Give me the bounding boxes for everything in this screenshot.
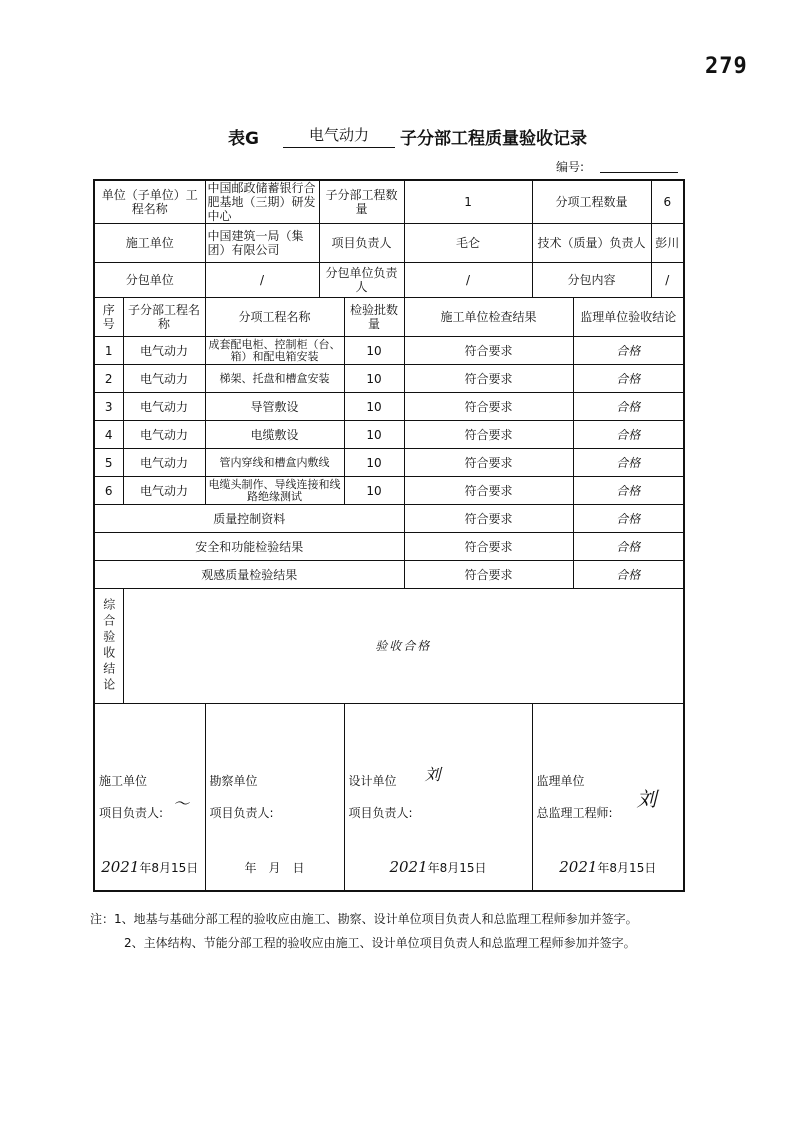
table-row (94, 393, 684, 421)
summary-verdict: 合格 (573, 505, 684, 533)
row-verdict: 合格 (573, 477, 684, 505)
signature-date-rest: 年 月 日 (244, 861, 305, 875)
signature-date-year: 2021 (559, 858, 598, 876)
signature-date (533, 860, 684, 875)
row-count: 10 (344, 365, 404, 393)
row-no: 4 (94, 421, 123, 449)
col-header-no: 序号 (94, 298, 123, 337)
signature-date (95, 860, 205, 875)
row-sub: 电气动力 (123, 393, 205, 421)
row-check: 符合要求 (404, 449, 573, 477)
sub-content-label: 分包内容 (532, 263, 651, 298)
subcontractor-value: / (205, 263, 319, 298)
summary-label: 质量控制资料 (94, 505, 404, 533)
row-item: 导管敷设 (205, 393, 344, 421)
summary-row (94, 505, 684, 533)
signature-date-rest: 年8月15日 (427, 861, 487, 875)
pm-label: 项目负责人 (319, 224, 404, 263)
col-header-check: 施工单位检查结果 (404, 298, 573, 337)
col-header-count: 检验批数量 (344, 298, 404, 337)
tech-value: 彭川 (651, 224, 684, 263)
row-sub: 电气动力 (123, 421, 205, 449)
table-row (94, 477, 684, 505)
summary-check: 符合要求 (404, 561, 573, 589)
column-header-row (94, 298, 684, 337)
serial-label: 编号: (556, 160, 585, 174)
conclusion-row (94, 589, 684, 704)
row-count: 10 (344, 393, 404, 421)
title-subsection: 电气动力 (283, 124, 395, 148)
row-no: 6 (94, 477, 123, 505)
signature-row (94, 704, 684, 892)
note-1: 注：1、地基与基础分部工程的验收应由施工、勘察、设计单位项目负责人和总监理工程师参加并签字。 (90, 912, 638, 926)
signature-date-year: 2021 (389, 858, 428, 876)
row-check: 符合要求 (404, 337, 573, 365)
row-item: 电缆敷设 (205, 421, 344, 449)
row-sub: 电气动力 (123, 449, 205, 477)
tech-label: 技术（质量）负责人 (532, 224, 651, 263)
sub-count-label: 子分部工程数量 (319, 180, 404, 224)
signature-block-contractor (94, 704, 205, 892)
summary-check: 符合要求 (404, 533, 573, 561)
note-2: 2、主体结构、节能分部工程的验收应由施工、设计单位项目负责人和总监理工程师参加并签字。 (124, 936, 636, 950)
table-row (94, 337, 684, 365)
row-no: 1 (94, 337, 123, 365)
table-row (94, 449, 684, 477)
row-count: 10 (344, 337, 404, 365)
row-item: 成套配电柜、控制柜（台、箱）和配电箱安装 (205, 337, 344, 365)
signature-date-rest: 年8月15日 (139, 861, 199, 875)
row-count: 10 (344, 477, 404, 505)
row-check: 符合要求 (404, 477, 573, 505)
unit-value: 中国邮政储蓄银行合肥基地（三期）研发中心 (205, 180, 319, 224)
subcontractor-label: 分包单位 (94, 263, 205, 298)
signature-person-label: 总监理工程师: (536, 806, 613, 820)
page-number: 279 (705, 54, 748, 79)
conclusion-label: 综合验收结论 (94, 589, 123, 704)
signature-person-label: 项目负责人: (348, 806, 413, 820)
signature-block-design (344, 704, 532, 892)
row-sub: 电气动力 (123, 477, 205, 505)
row-count: 10 (344, 449, 404, 477)
sub-content-value: / (651, 263, 684, 298)
notes (90, 907, 638, 955)
row-no: 3 (94, 393, 123, 421)
signature-mark: 刘 (636, 787, 657, 811)
sub-count-value: 1 (404, 180, 532, 224)
signature-date (206, 860, 344, 875)
signature-mark: 刘 (424, 765, 441, 784)
signature-mark: ～ (173, 794, 190, 813)
row-item: 电缆头制作、导线连接和线路绝缘测试 (205, 477, 344, 505)
row-no: 5 (94, 449, 123, 477)
row-verdict: 合格 (573, 337, 684, 365)
contractor-value: 中国建筑一局（集团）有限公司 (205, 224, 319, 263)
row-no: 2 (94, 365, 123, 393)
summary-label: 观感质量检验结果 (94, 561, 404, 589)
row-check: 符合要求 (404, 365, 573, 393)
signature-person-label: 项目负责人: (209, 806, 274, 820)
col-header-item: 分项工程名称 (205, 298, 344, 337)
row-sub: 电气动力 (123, 337, 205, 365)
row-verdict: 合格 (573, 393, 684, 421)
row-check: 符合要求 (404, 393, 573, 421)
serial-blank (600, 172, 678, 173)
acceptance-form-table (93, 179, 685, 892)
sub-pm-label: 分包单位负责人 (319, 263, 404, 298)
header-row-subcontractor (94, 263, 684, 298)
row-verdict: 合格 (573, 449, 684, 477)
item-count-value: 6 (651, 180, 684, 224)
row-check: 符合要求 (404, 421, 573, 449)
unit-label: 单位（子单位）工程名称 (94, 180, 205, 224)
summary-check: 符合要求 (404, 505, 573, 533)
item-count-label: 分项工程数量 (532, 180, 651, 224)
header-row-unit (94, 180, 684, 224)
row-verdict: 合格 (573, 365, 684, 393)
signature-date-rest: 年8月15日 (597, 861, 657, 875)
header-row-contractor (94, 224, 684, 263)
signature-unit: 监理单位 (536, 774, 585, 788)
sub-pm-value: / (404, 263, 532, 298)
title-prefix: 表G (228, 129, 259, 149)
summary-verdict: 合格 (573, 533, 684, 561)
pm-value: 毛仑 (404, 224, 532, 263)
col-header-verdict: 监理单位验收结论 (573, 298, 684, 337)
summary-label: 安全和功能检验结果 (94, 533, 404, 561)
table-row (94, 421, 684, 449)
signature-unit: 设计单位 (348, 774, 397, 788)
row-sub: 电气动力 (123, 365, 205, 393)
summary-verdict: 合格 (573, 561, 684, 589)
signature-date-year: 2021 (101, 858, 140, 876)
row-item: 管内穿线和槽盒内敷线 (205, 449, 344, 477)
conclusion-value: 验收合格 (123, 589, 684, 704)
signature-person-label: 项目负责人: (99, 806, 164, 820)
table-row (94, 365, 684, 393)
signature-date (345, 860, 532, 875)
signature-unit: 勘察单位 (209, 774, 258, 788)
contractor-label: 施工单位 (94, 224, 205, 263)
form-title (0, 124, 800, 152)
summary-row (94, 533, 684, 561)
row-verdict: 合格 (573, 421, 684, 449)
row-count: 10 (344, 421, 404, 449)
signature-block-survey (205, 704, 344, 892)
row-item: 梯架、托盘和槽盒安装 (205, 365, 344, 393)
summary-row (94, 561, 684, 589)
signature-block-supervisor (532, 704, 684, 892)
col-header-sub: 子分部工程名称 (123, 298, 205, 337)
signature-unit: 施工单位 (99, 774, 148, 788)
title-main: 子分部工程质量验收记录 (400, 129, 587, 149)
